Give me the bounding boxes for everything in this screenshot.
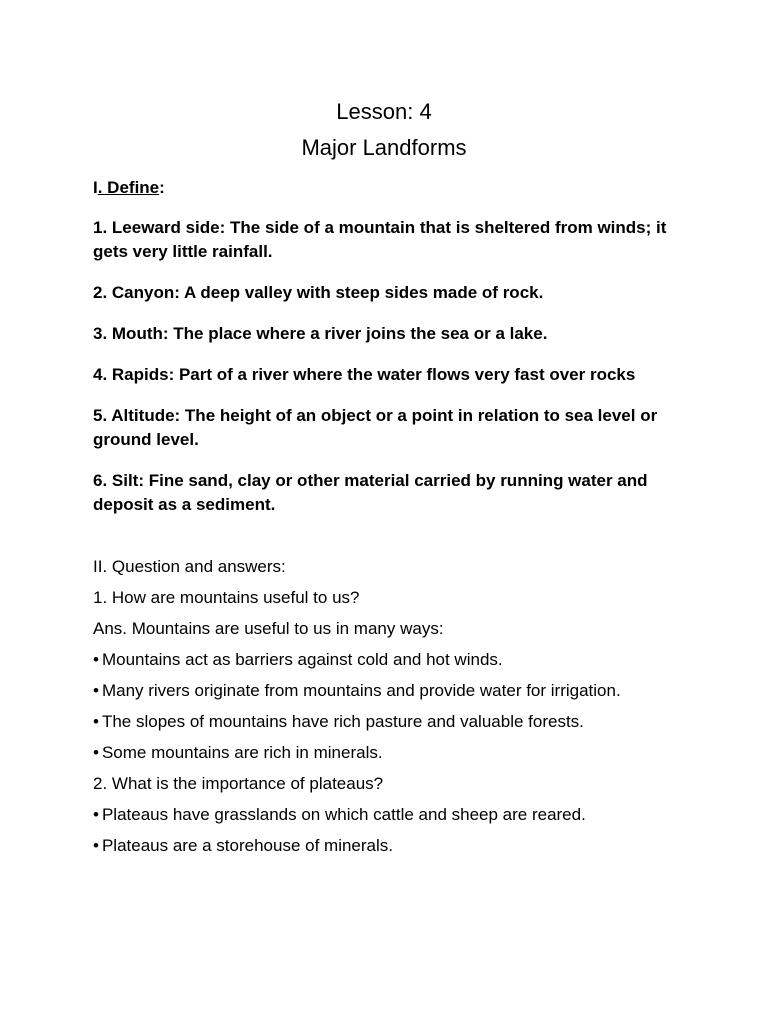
- definition-item: 4. Rapids: Part of a river where the water flows very fast over rocks: [93, 365, 636, 384]
- definition-item: 2. Canyon: A deep valley with steep sides made of rock.: [93, 283, 544, 302]
- definition-item: 5. Altitude: The height of an object or a point in relation to sea level or ground level.: [93, 406, 658, 449]
- answer-bullet-item: [93, 803, 673, 827]
- answer-bullet-item: [93, 710, 673, 734]
- bullet-icon: •: [93, 836, 99, 855]
- answer-bullet-text: Many rivers originate from mountains and provide water for irrigation.: [101, 681, 621, 700]
- definition-item: 3. Mouth: The place where a river joins the sea or a lake.: [93, 324, 548, 343]
- answer-bullet-text: Plateaus are a storehouse of minerals.: [101, 836, 394, 855]
- bullet-icon: •: [93, 650, 99, 669]
- answer-bullet-text: Some mountains are rich in minerals.: [101, 743, 383, 762]
- answer-bullet-text: Mountains act as barriers against cold and hot winds.: [101, 650, 503, 669]
- answer-bullet-text: Plateaus have grasslands on which cattle and sheep are reared.: [101, 805, 586, 824]
- lesson-subtitle: Major Landforms: [301, 135, 467, 160]
- answer-bullet-item: [93, 834, 673, 858]
- definition-item: 1. Leeward side: The side of a mountain that is sheltered from winds; it gets very little rainfall.: [93, 218, 667, 261]
- title-block: [0, 94, 768, 166]
- question-1: 1. How are mountains useful to us?: [93, 588, 360, 607]
- answer-bullet-item: [93, 648, 673, 672]
- definition-item: 6. Silt: Fine sand, clay or other material carried by running water and deposit as a sediment.: [93, 471, 648, 514]
- qa-section: [93, 555, 673, 858]
- answer-bullet-item: [93, 741, 673, 765]
- answer-bullet-item: [93, 679, 673, 703]
- bullet-icon: •: [93, 681, 99, 700]
- answer-bullet-text: The slopes of mountains have rich pasture and valuable forests.: [101, 712, 584, 731]
- define-heading-prefix: I: [93, 178, 98, 197]
- define-heading-suffix: :: [159, 178, 165, 197]
- document-body: [93, 176, 673, 865]
- qa-heading: II. Question and answers:: [93, 557, 286, 576]
- bullet-icon: •: [93, 712, 99, 731]
- bullet-icon: •: [93, 805, 99, 824]
- answer-1-intro: Ans. Mountains are useful to us in many ways:: [93, 619, 444, 638]
- question-2: 2. What is the importance of plateaus?: [93, 774, 384, 793]
- define-heading-label: . Define: [97, 178, 160, 197]
- define-heading: [93, 176, 673, 200]
- lesson-title: Lesson: 4: [336, 99, 432, 124]
- bullet-icon: •: [93, 743, 99, 762]
